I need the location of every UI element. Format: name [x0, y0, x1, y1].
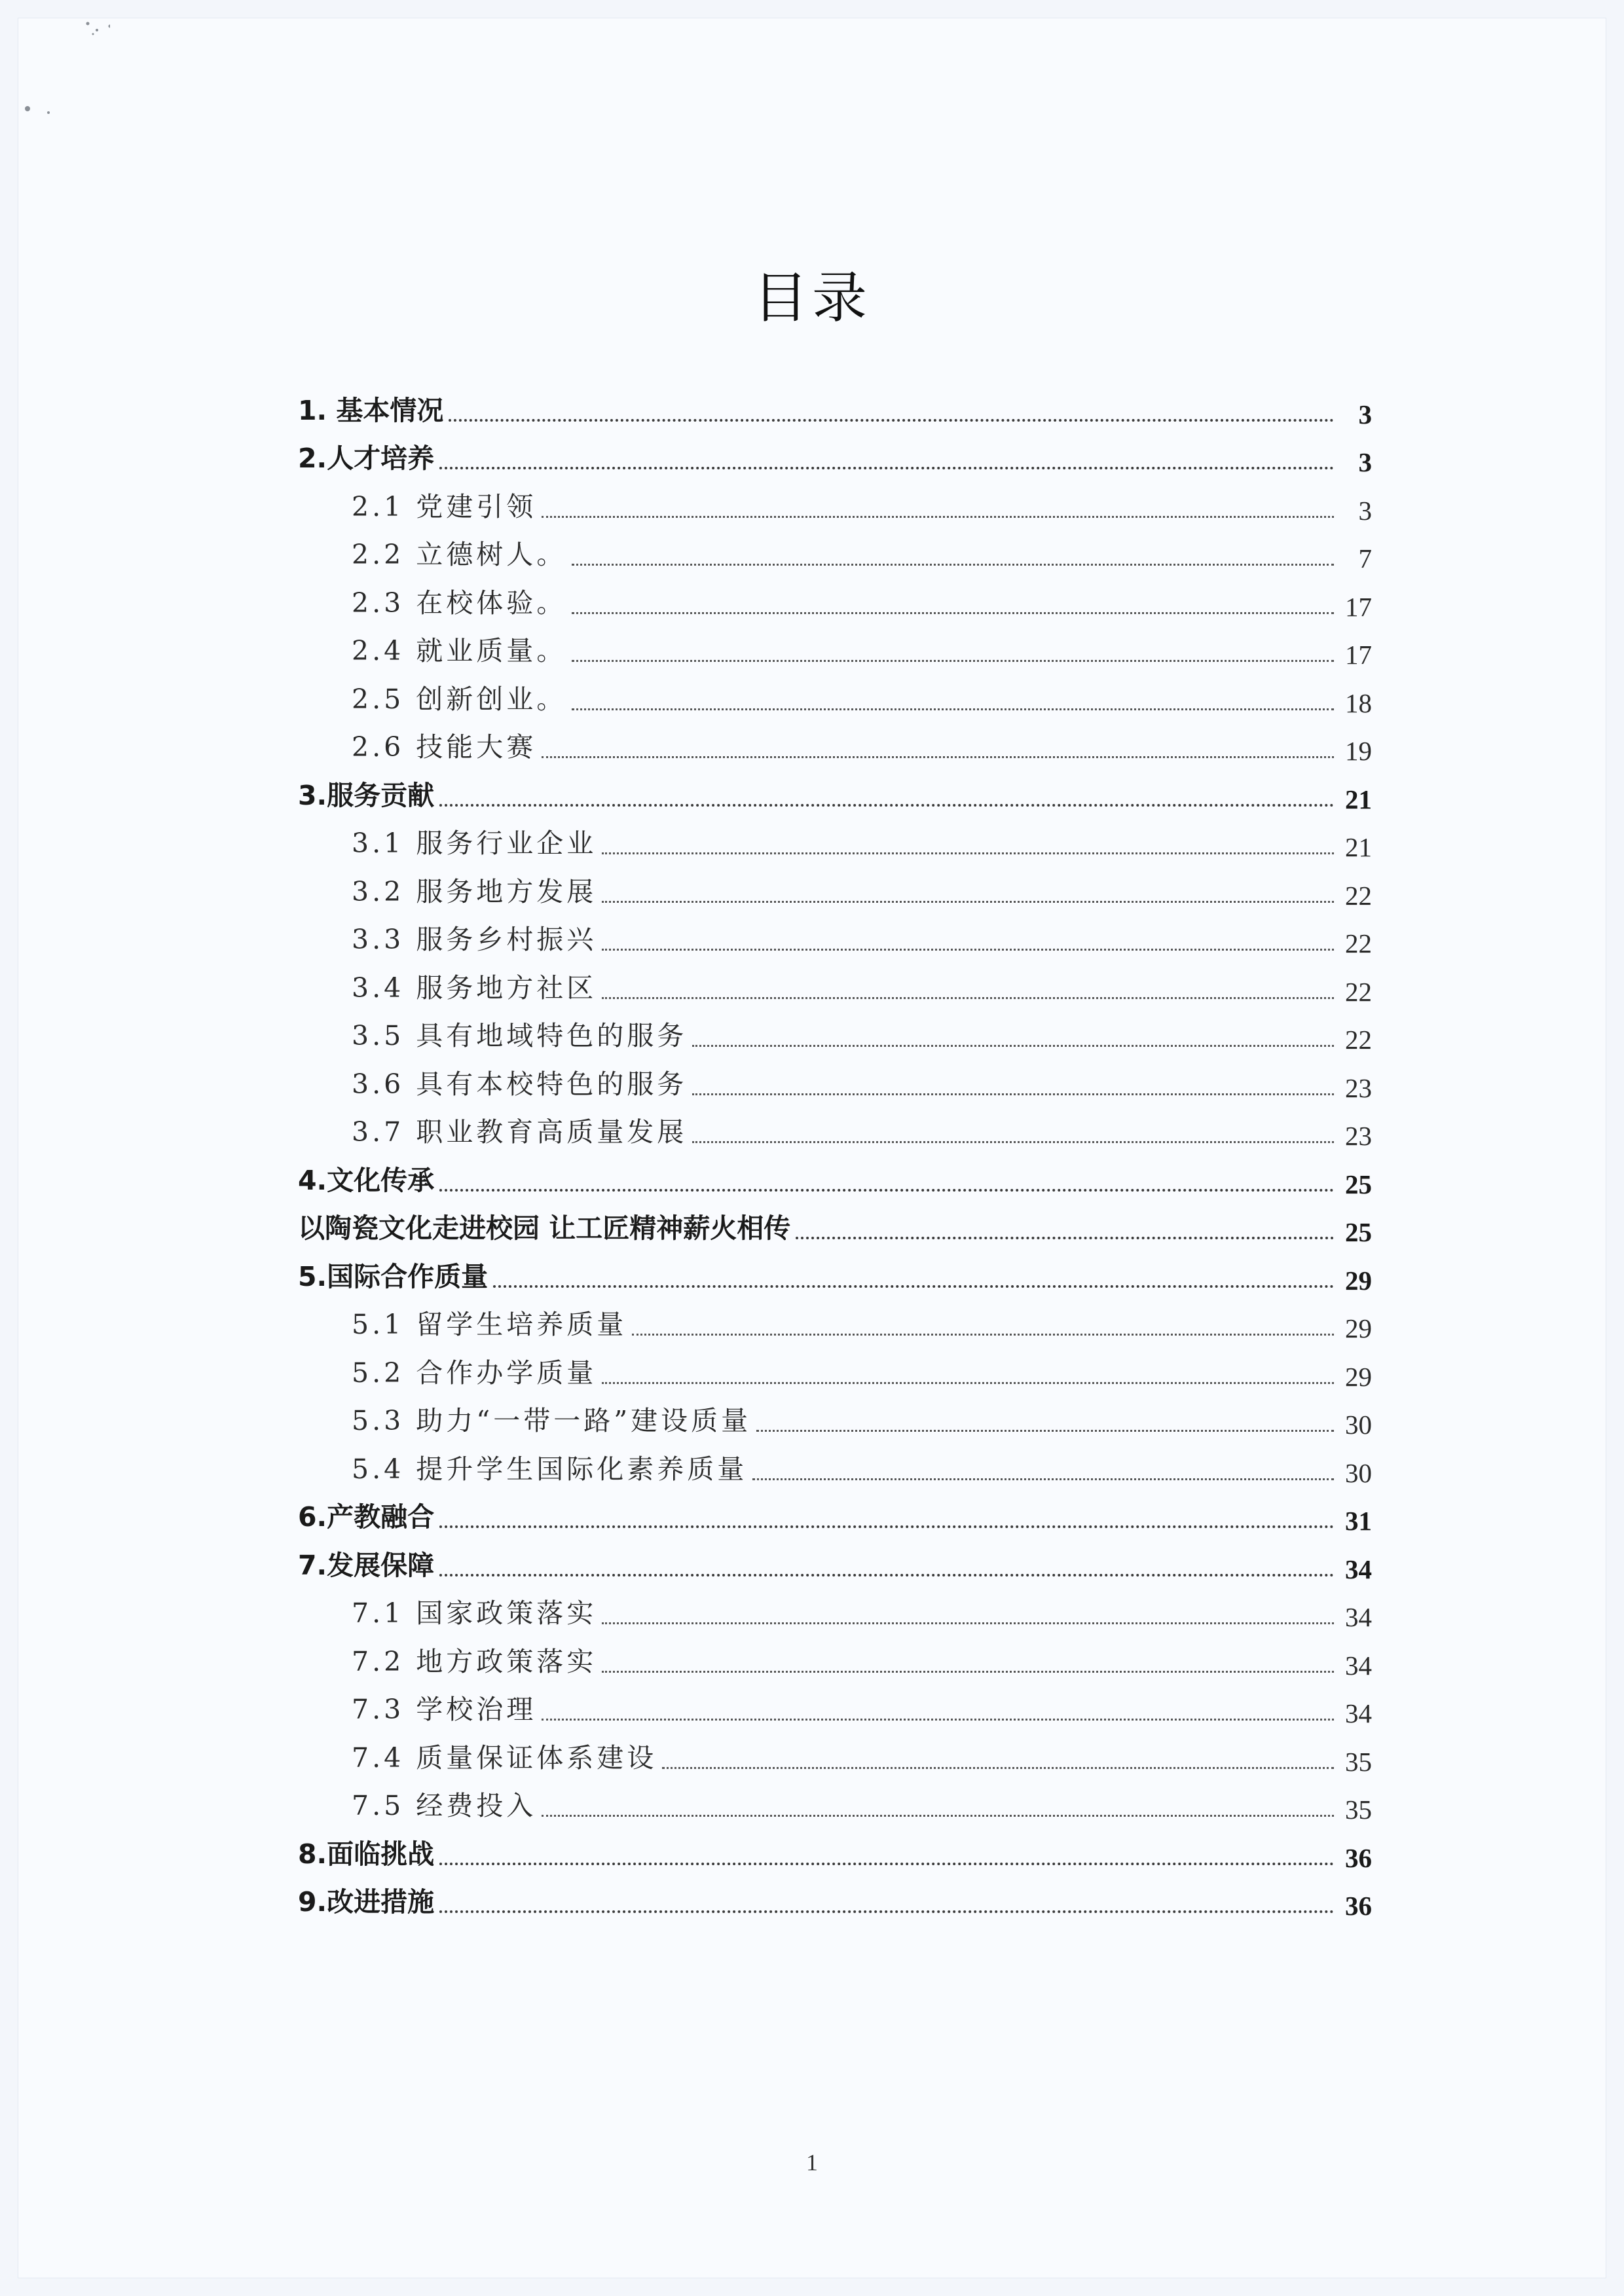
toc-entry-label: 2.3 在校体验。	[352, 587, 567, 619]
toc-entry-label: 7.5 经费投入	[352, 1790, 537, 1821]
dot-leader	[752, 1478, 1334, 1480]
toc-entry-label: 7.4 质量保证体系建设	[352, 1741, 657, 1774]
toc-entry-page: 25	[1345, 1169, 1372, 1199]
toc-entry-label: 2.5 创新创业。	[352, 683, 567, 715]
dot-leader	[572, 564, 1334, 566]
toc-chapter-row[interactable]	[298, 768, 1372, 816]
toc-entry-page: 34	[1345, 1554, 1372, 1584]
dot-leader	[542, 1719, 1334, 1721]
dot-leader	[796, 1237, 1334, 1239]
toc-section-row[interactable]	[298, 720, 1372, 769]
toc-entry-label: 5.1 留学生培养质量	[352, 1309, 627, 1340]
toc-entry-page: 18	[1345, 687, 1372, 718]
dot-leader	[439, 1574, 1334, 1576]
toc-section-row[interactable]	[298, 1586, 1372, 1635]
dot-leader	[439, 1910, 1334, 1913]
toc-entry-label: 7.2 地方政策落实	[352, 1645, 597, 1677]
toc-entry-label: 5.2 合作办学质量	[352, 1357, 597, 1389]
toc-section-row[interactable]	[298, 960, 1372, 1009]
toc-chapter-row[interactable]	[298, 1249, 1372, 1298]
toc-entry-page: 3	[1358, 447, 1372, 477]
toc-entry-page: 22	[1345, 1025, 1372, 1055]
toc-section-row[interactable]	[298, 624, 1372, 672]
toc-entry-page: 35	[1345, 1795, 1372, 1825]
dot-leader	[542, 516, 1334, 518]
toc-entry-label: 7.发展保障	[298, 1549, 435, 1581]
toc-section-row[interactable]	[298, 1634, 1372, 1683]
toc-entry-label: 7.1 国家政策落实	[352, 1597, 597, 1629]
toc-section-row[interactable]	[298, 1730, 1372, 1779]
toc-entry-page: 21	[1345, 832, 1372, 862]
toc-entry-page: 29	[1345, 1361, 1372, 1392]
toc-entry-label: 3.6 具有本校特色的服务	[352, 1068, 688, 1100]
toc-entry-page: 7	[1358, 543, 1372, 574]
toc-entry-label: 2.1 党建引领	[352, 490, 537, 522]
dot-leader	[572, 612, 1334, 614]
toc-section-row[interactable]	[298, 575, 1372, 624]
toc-entry-page: 19	[1345, 736, 1372, 766]
toc-entry-label: 2.6 技能大赛	[352, 731, 537, 763]
toc-section-row[interactable]	[298, 1057, 1372, 1105]
dot-leader	[602, 1671, 1334, 1673]
toc-section-row[interactable]	[298, 816, 1372, 865]
toc-entry-page: 34	[1345, 1698, 1372, 1728]
toc-entry-page: 34	[1345, 1602, 1372, 1632]
toc-entry-page: 17	[1345, 591, 1372, 622]
toc-section-row[interactable]	[298, 913, 1372, 961]
toc-section-row[interactable]	[298, 1009, 1372, 1057]
toc-entry-label: 3.3 服务乡村振兴	[352, 924, 597, 955]
toc-title: 目录	[752, 266, 871, 330]
dot-leader	[602, 1382, 1334, 1384]
toc-entry-page: 22	[1345, 928, 1372, 958]
toc-entry-page: 35	[1345, 1746, 1372, 1777]
toc-section-row[interactable]	[298, 1345, 1372, 1394]
toc-chapter-row[interactable]	[298, 1827, 1372, 1875]
toc-chapter-row[interactable]	[298, 1201, 1372, 1250]
toc-entry-page: 3	[1358, 399, 1372, 429]
dot-leader	[602, 1622, 1334, 1624]
toc-entry-page: 23	[1345, 1072, 1372, 1103]
toc-section-row[interactable]	[298, 864, 1372, 913]
page-number: 1	[806, 2149, 818, 2176]
toc-entry-page: 36	[1345, 1891, 1372, 1921]
toc-entry-page: 23	[1345, 1121, 1372, 1151]
toc-entry-page: 21	[1345, 784, 1372, 814]
toc-entry-label: 6.产教融合	[298, 1501, 435, 1533]
toc-entry-label: 5.3 助力“一带一路”建设质量	[352, 1405, 752, 1436]
toc-chapter-row[interactable]	[298, 431, 1372, 480]
dot-leader	[572, 708, 1334, 710]
toc-section-row[interactable]	[298, 672, 1372, 720]
toc-entry-label: 以陶瓷文化走进校园 让工匠精神薪火相传	[298, 1212, 791, 1244]
dot-leader	[692, 1093, 1334, 1095]
dot-leader	[449, 419, 1334, 422]
toc-entry-label: 3.2 服务地方发展	[352, 875, 597, 907]
toc-entry-page: 25	[1345, 1217, 1372, 1247]
dot-leader	[542, 1815, 1334, 1817]
toc-entry-page: 22	[1345, 976, 1372, 1007]
toc-entry-page: 36	[1345, 1842, 1372, 1873]
toc-entry-label: 9.改进措施	[298, 1886, 435, 1918]
toc-entry-label: 3.4 服务地方社区	[352, 972, 597, 1004]
dot-leader	[439, 804, 1334, 807]
toc-entry-label: 3.1 服务行业企业	[352, 828, 597, 859]
toc-section-row[interactable]	[298, 528, 1372, 576]
dot-leader	[602, 997, 1334, 999]
toc-entry-label: 8.面临挑战	[298, 1838, 435, 1870]
toc-chapter-row[interactable]	[298, 1875, 1372, 1923]
toc-entry-page: 30	[1345, 1457, 1372, 1488]
toc-entry-page: 3	[1358, 495, 1372, 526]
toc-entry-label: 3.7 职业教育高质量发展	[352, 1116, 688, 1148]
toc-entry-label: 3.5 具有地域特色的服务	[352, 1020, 688, 1051]
toc-section-row[interactable]	[298, 1105, 1372, 1154]
toc-entry-label: 2.2 立德树人。	[352, 539, 567, 570]
toc-entry-label: 7.3 学校治理	[352, 1694, 537, 1725]
toc-entry-page: 30	[1345, 1410, 1372, 1440]
toc-chapter-row[interactable]	[298, 1153, 1372, 1201]
dot-leader	[439, 1189, 1334, 1192]
toc-entry-label: 1. 基本情况	[298, 394, 444, 426]
dot-leader	[692, 1141, 1334, 1143]
dot-leader	[572, 660, 1334, 662]
dot-leader	[662, 1767, 1334, 1769]
toc-entry-page: 17	[1345, 640, 1372, 670]
dot-leader	[602, 852, 1334, 854]
dot-leader	[632, 1334, 1334, 1336]
toc-entry-label: 3.服务贡献	[298, 779, 435, 811]
toc-chapter-row[interactable]	[298, 383, 1372, 431]
dot-leader	[439, 1863, 1334, 1865]
toc-entry-page: 31	[1345, 1506, 1372, 1536]
toc-entry-page: 22	[1345, 880, 1372, 911]
table-of-contents	[298, 383, 1372, 1923]
toc-section-row[interactable]	[298, 1779, 1372, 1827]
toc-entry-label: 4.文化传承	[298, 1164, 435, 1196]
toc-entry-label: 2.4 就业质量。	[352, 635, 567, 666]
dot-leader	[602, 949, 1334, 951]
toc-entry-page: 29	[1345, 1265, 1372, 1296]
dot-leader	[439, 467, 1334, 469]
dot-leader	[493, 1285, 1334, 1288]
toc-section-row[interactable]	[298, 479, 1372, 528]
dot-leader	[439, 1525, 1334, 1528]
toc-entry-label: 5.4 提升学生国际化素养质量	[352, 1453, 748, 1485]
toc-section-row[interactable]	[298, 1442, 1372, 1490]
toc-section-row[interactable]	[298, 1683, 1372, 1731]
dot-leader	[602, 901, 1334, 903]
toc-entry-label: 2.人才培养	[298, 443, 435, 474]
toc-chapter-row[interactable]	[298, 1538, 1372, 1586]
toc-chapter-row[interactable]	[298, 1490, 1372, 1539]
toc-entry-page: 34	[1345, 1650, 1372, 1681]
toc-section-row[interactable]	[298, 1298, 1372, 1346]
toc-section-row[interactable]	[298, 1394, 1372, 1442]
scan-specks	[18, 18, 110, 149]
toc-entry-label: 5.国际合作质量	[298, 1260, 489, 1292]
dot-leader	[756, 1430, 1334, 1432]
dot-leader	[542, 756, 1334, 758]
toc-entry-page: 29	[1345, 1313, 1372, 1343]
dot-leader	[692, 1045, 1334, 1047]
